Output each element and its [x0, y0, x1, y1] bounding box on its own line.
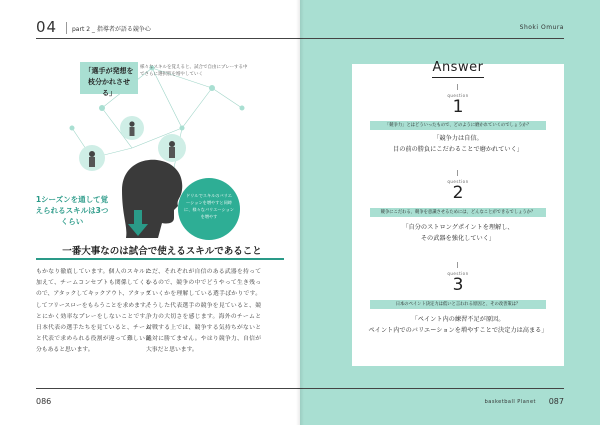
question-text: 競争にこだわる、競争を意識させるためには、どんなことができるでしょうか？ — [370, 208, 546, 217]
answer-line-2: その武器を強化していく」 — [420, 235, 496, 242]
answer-line-2: ペイント内でのバリエーションを増やすことで決定力は高まる」 — [368, 327, 548, 334]
chapter-title: part 2 _ 指導者が語る競争心 — [72, 26, 151, 33]
question-text: 「競争力」とはどういったもので、どのように磨かれていくのでしょうか？ — [370, 121, 546, 130]
callout-title: 「選手が発想を枝分かれさせる」 — [80, 62, 138, 94]
book-gutter — [296, 0, 304, 425]
question-text: 日本のペイント決定力は低いと言われる原因と、その改善策は？ — [370, 300, 546, 309]
tip-bubble: ドリルでスキルのバリエーションを増やすと同時に、様々なバリエーションを増やす — [178, 178, 240, 240]
answer-line-2: 目の前の勝負にこだわることで磨かれていく」 — [393, 146, 523, 153]
magazine-name: basketball Planet — [484, 399, 536, 405]
section-headline: 一番大事なのは試合で使えるスキルであること — [62, 246, 262, 257]
header-rule — [36, 38, 300, 39]
right-page — [300, 0, 600, 425]
body-column-1: もかなり徹底しています。個人のスキルに加えて、チームコンセプトも関係してくるので、アタックしてキックアウト、アタックしてフリースローをもらうことを求めます。とにかく効率なプレーをしないことです。日本代表の選手たちを見ていると、チームと代表で求められる役割が違って難しい部分もあると思います。 — [36, 269, 151, 354]
answer-title: Answer — [432, 60, 484, 75]
chapter-number: 04 — [36, 18, 58, 36]
divider-tick — [457, 262, 458, 268]
answer-line-1: 「ペイント内の練習不足が原因。 — [411, 316, 505, 323]
footer-rule — [36, 388, 300, 389]
answer-panel — [352, 60, 564, 366]
question-label: question — [447, 179, 469, 184]
headline-rule — [36, 258, 284, 260]
player-circles — [79, 116, 186, 171]
answer-underline — [432, 77, 484, 78]
callout-text: 様々なスキルを覚えると、試合で自由にプレーする中でさらに選択肢を増やしていく — [140, 65, 248, 77]
chapter-divider — [66, 22, 67, 34]
footer-rule — [300, 388, 564, 389]
question-number: 3 — [452, 275, 464, 295]
divider-tick — [457, 84, 458, 90]
question-number: 1 — [452, 97, 464, 117]
page-number-right: 087 — [548, 397, 564, 406]
season-text: 1シーズンを通して覚えられるスキルは3つくらい — [35, 195, 109, 226]
divider-tick — [457, 170, 458, 176]
author-name: Shoki Omura — [519, 24, 564, 31]
question-label: question — [447, 93, 469, 98]
body-column-2: ただ、それぞれが自信のある武器を持っているので、競争の中でどうやって生き残っていくかを理解している選手ばかりです。そうした代表選手の競争を見ていると、競争力の大切さを感じます。海外のチームと対戦する上では、競争する気持ちがないと絶対に勝てません。やはり競争力、自信が大事だと思います。 — [146, 269, 261, 354]
answer-line-1: 「自分のストロングポイントを理解し、 — [402, 224, 514, 231]
answer-line-1: 「競争力は自信。 — [433, 135, 483, 142]
page-number-left: 086 — [36, 397, 52, 406]
header-rule — [300, 38, 564, 39]
question-number: 2 — [452, 183, 464, 203]
question-label: question — [447, 271, 469, 276]
